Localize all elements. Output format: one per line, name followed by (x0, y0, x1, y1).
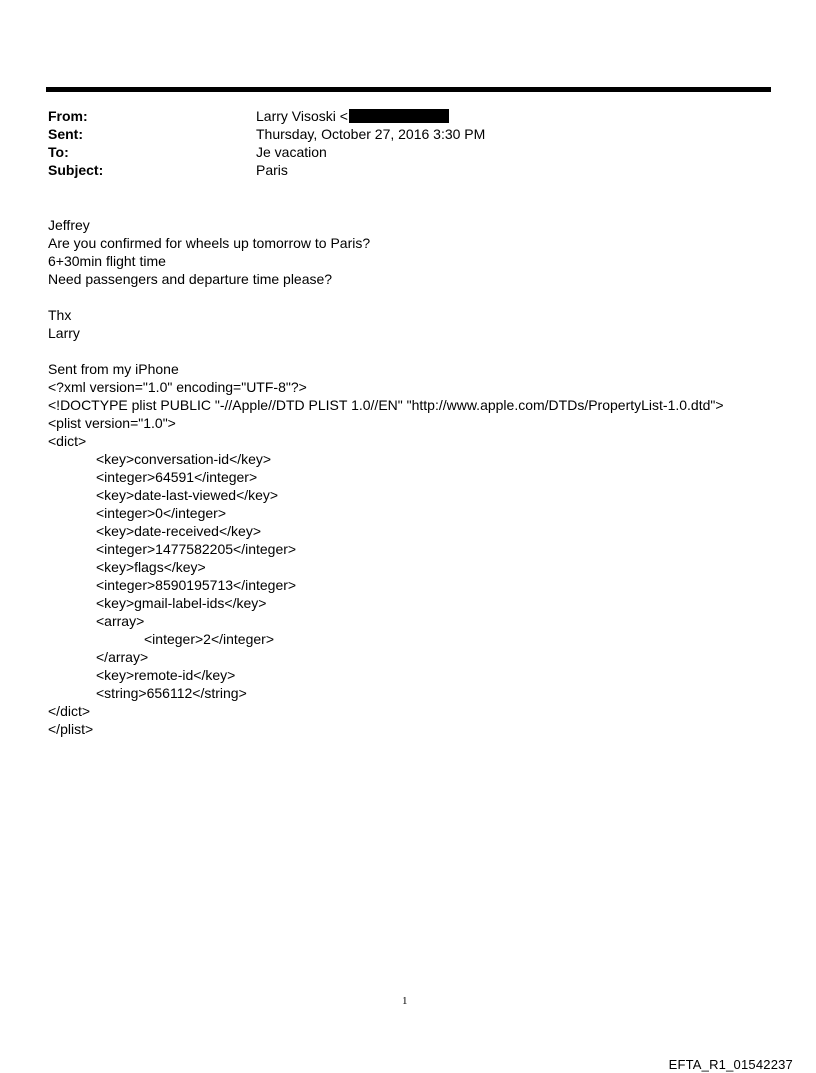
plist-line: </array> (96, 649, 149, 665)
body-line: 6+30min flight time (48, 253, 166, 269)
plist-line: <integer>64591</integer> (96, 469, 258, 485)
body-line: Need passengers and departure time please? (48, 271, 333, 287)
to-value: Je vacation (256, 144, 327, 160)
email-body (48, 216, 788, 738)
plist-line: <key>flags</key> (96, 559, 206, 575)
thanks: Thx (48, 307, 72, 323)
email-header (48, 107, 748, 179)
plist-line: <integer>0</integer> (96, 505, 226, 521)
sent-label: Sent: (48, 126, 83, 142)
body-line: Are you confirmed for wheels up tomorrow to Paris? (48, 235, 371, 251)
to-row (48, 143, 748, 161)
sent-row (48, 125, 748, 143)
plist-line: <key>remote-id</key> (96, 667, 236, 683)
subject-label: Subject: (48, 162, 104, 178)
subject-row (48, 161, 748, 179)
plist-line: </plist> (48, 721, 94, 737)
bates-number: EFTA_R1_01542237 (668, 1057, 793, 1072)
plist-line: <key>date-last-viewed</key> (96, 487, 279, 503)
plist-line: <key>date-received</key> (96, 523, 261, 539)
sent-value: Thursday, October 27, 2016 3:30 PM (256, 126, 486, 142)
plist-line: <array> (96, 613, 145, 629)
subject-value: Paris (256, 162, 288, 178)
from-value (256, 107, 449, 125)
greeting: Jeffrey (48, 217, 90, 233)
header-rule (46, 87, 771, 92)
redaction-block (349, 109, 449, 123)
plist-line: <integer>8590195713</integer> (96, 577, 297, 593)
from-name: Larry Visoski < (256, 108, 348, 124)
plist-line: <dict> (48, 433, 87, 449)
plist-line: <?xml version="1.0" encoding="UTF-8"?> (48, 379, 307, 395)
from-label: From: (48, 108, 88, 124)
page-number: 1 (402, 995, 408, 1007)
sent-from: Sent from my iPhone (48, 361, 179, 377)
plist-line: <string>656112</string> (96, 685, 247, 701)
blank-line (48, 342, 788, 360)
from-row (48, 107, 748, 125)
signature: Larry (48, 325, 80, 341)
plist-line: <!DOCTYPE plist PUBLIC "-//Apple//DTD PLIST 1.0//EN" "http://www.apple.com/DTDs/PropertyList-1.0.dtd"> (48, 397, 724, 413)
to-label: To: (48, 144, 69, 160)
plist-line: <key>conversation-id</key> (96, 451, 272, 467)
plist-line: <integer>2</integer> (144, 631, 274, 647)
plist-line: </dict> (48, 703, 91, 719)
plist-line: <key>gmail-label-ids</key> (96, 595, 267, 611)
plist-line: <plist version="1.0"> (48, 415, 176, 431)
blank-line (48, 288, 788, 306)
plist-line: <integer>1477582205</integer> (96, 541, 297, 557)
